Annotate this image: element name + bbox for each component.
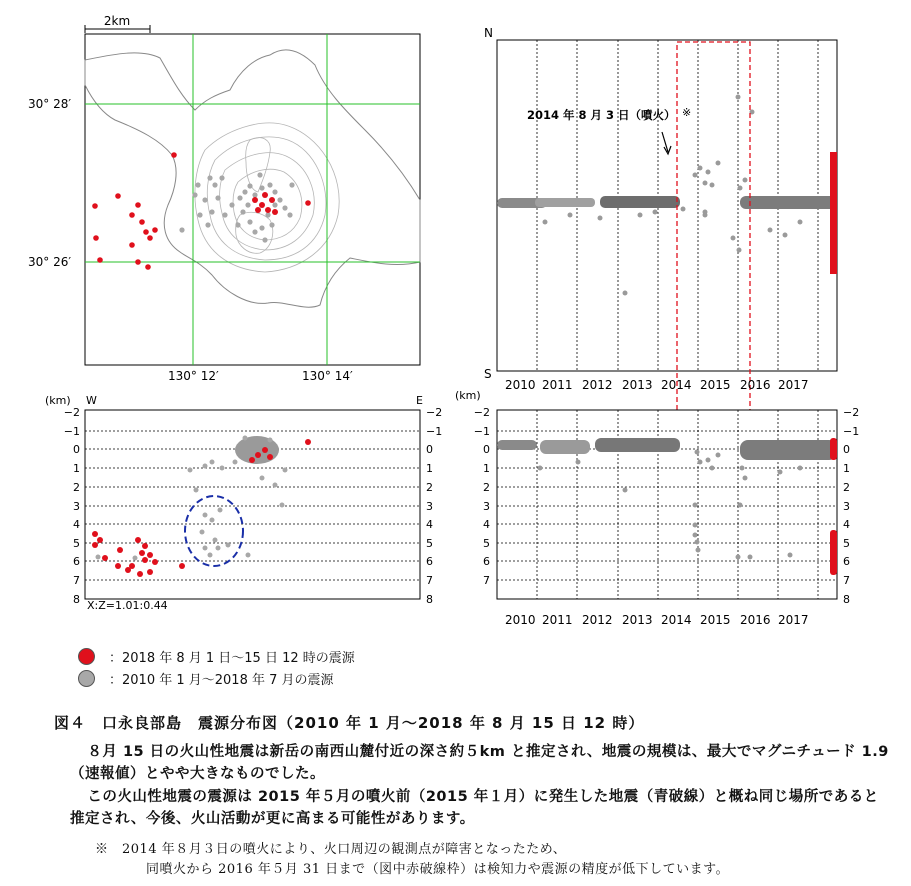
lat-label-28: 30° 28′ bbox=[28, 97, 72, 111]
ns-s-label: S bbox=[484, 367, 492, 381]
svg-text:2016: 2016 bbox=[740, 613, 771, 627]
svg-text:2012: 2012 bbox=[582, 613, 613, 627]
lat-label-26: 30° 26′ bbox=[28, 255, 72, 269]
depth-year-labels bbox=[505, 613, 809, 627]
svg-text:2014: 2014 bbox=[661, 613, 692, 627]
svg-text:7: 7 bbox=[843, 574, 850, 587]
svg-text:1: 1 bbox=[843, 462, 850, 475]
svg-text:5: 5 bbox=[426, 537, 433, 550]
svg-text:6: 6 bbox=[483, 555, 490, 568]
legend-gray bbox=[78, 669, 334, 688]
svg-text:−2: −2 bbox=[843, 406, 860, 419]
svg-text:1: 1 bbox=[73, 462, 80, 475]
svg-text:3: 3 bbox=[426, 500, 433, 513]
eruption-note-mark: ※ bbox=[682, 106, 692, 119]
legend-red-label: ：2018 年 8 月 1 日～15 日 12 時の震源 bbox=[109, 651, 355, 666]
svg-text:2013: 2013 bbox=[622, 613, 653, 627]
we-depth-ticks-left bbox=[64, 406, 80, 606]
svg-text:2: 2 bbox=[426, 481, 433, 494]
note-line-2: 同噴火から 2016 年５月 31 日まで（図中赤破線枠）は検知力や震源の精度が低下しています。 bbox=[146, 862, 730, 877]
svg-text:−2: −2 bbox=[426, 406, 443, 419]
svg-text:4: 4 bbox=[843, 518, 850, 531]
svg-text:6: 6 bbox=[73, 555, 80, 568]
depth-ticks-left bbox=[474, 406, 490, 587]
svg-text:1: 1 bbox=[483, 462, 490, 475]
ns-n-label: N bbox=[484, 26, 493, 40]
svg-text:2: 2 bbox=[73, 481, 80, 494]
svg-text:7: 7 bbox=[426, 574, 433, 587]
note-line-1: ※ 2014 年８月３日の噴火により、火口周辺の観測点が障害となったため、 bbox=[95, 842, 567, 857]
we-e-label: E bbox=[416, 394, 423, 407]
svg-text:3: 3 bbox=[483, 500, 490, 513]
legend-gray-label: ：2010 年 1 月～2018 年 7 月の震源 bbox=[109, 673, 334, 688]
svg-text:2: 2 bbox=[843, 481, 850, 494]
svg-text:0: 0 bbox=[843, 443, 850, 456]
red-dot-icon bbox=[78, 648, 95, 665]
svg-text:2011: 2011 bbox=[542, 613, 573, 627]
svg-text:6: 6 bbox=[426, 555, 433, 568]
we-km-label: (km) bbox=[45, 394, 71, 407]
svg-text:−1: −1 bbox=[843, 425, 860, 438]
map-scale-bar bbox=[85, 14, 150, 33]
svg-text:7: 7 bbox=[73, 574, 80, 587]
figure-caption: 図４ 口永良部島 震源分布図（2010 年 1 月～2018 年 8 月 15 日 12 時） bbox=[54, 714, 645, 732]
we-depth-ticks-right bbox=[426, 406, 442, 606]
svg-text:2014: 2014 bbox=[661, 378, 692, 392]
we-cross-section bbox=[85, 410, 420, 599]
map-scale-label: 2km bbox=[103, 14, 131, 28]
eruption-annotation: 2014 年 8 月 3 日（噴火） bbox=[527, 108, 676, 122]
svg-text:8: 8 bbox=[426, 593, 433, 606]
svg-text:5: 5 bbox=[73, 537, 80, 550]
svg-text:−2: −2 bbox=[473, 406, 490, 419]
svg-text:1: 1 bbox=[426, 462, 433, 475]
lon-label-12: 130° 12′ bbox=[168, 369, 219, 383]
svg-text:5: 5 bbox=[483, 537, 490, 550]
svg-text:0: 0 bbox=[73, 443, 80, 456]
paragraph-1: ８月 15 日の火山性地震は新岳の南西山麓付近の深さ約５km と推定され、地震の規模は、最大でマグニチュード 1.9（速報値）とやや大きなものでした。 bbox=[70, 744, 889, 782]
we-ratio-label: X:Z=1.01:0.44 bbox=[87, 599, 168, 612]
svg-text:−1: −1 bbox=[473, 425, 490, 438]
epicenter-map bbox=[85, 34, 420, 365]
svg-text:2015: 2015 bbox=[700, 613, 731, 627]
svg-text:4: 4 bbox=[483, 518, 490, 531]
svg-text:2012: 2012 bbox=[582, 378, 613, 392]
svg-text:8: 8 bbox=[843, 593, 850, 606]
svg-text:−1: −1 bbox=[426, 425, 443, 438]
we-w-label: W bbox=[86, 394, 97, 407]
svg-text:2017: 2017 bbox=[778, 613, 809, 627]
svg-text:2013: 2013 bbox=[622, 378, 653, 392]
svg-text:2011: 2011 bbox=[542, 378, 573, 392]
svg-text:4: 4 bbox=[73, 518, 80, 531]
lon-label-14: 130° 14′ bbox=[302, 369, 353, 383]
svg-text:0: 0 bbox=[426, 443, 433, 456]
svg-text:2016: 2016 bbox=[740, 378, 771, 392]
svg-text:2010: 2010 bbox=[505, 613, 536, 627]
svg-text:2010: 2010 bbox=[505, 378, 536, 392]
svg-text:8: 8 bbox=[73, 593, 80, 606]
ns-year-labels bbox=[505, 378, 809, 392]
legend-red bbox=[78, 647, 355, 666]
paragraph-2: この火山性地震の震源は 2015 年５月の噴火前（2015 年１月）に発生した地震（青破線）と概ね同じ場所であると推定され、今後、火山活動が更に高まる可能性があります。 bbox=[70, 789, 879, 827]
svg-text:6: 6 bbox=[843, 555, 850, 568]
svg-text:4: 4 bbox=[426, 518, 433, 531]
svg-text:3: 3 bbox=[843, 500, 850, 513]
svg-text:−2: −2 bbox=[63, 406, 80, 419]
depth-time-chart bbox=[497, 410, 837, 599]
ns-red-points bbox=[830, 152, 837, 274]
svg-text:0: 0 bbox=[483, 443, 490, 456]
svg-text:7: 7 bbox=[483, 574, 490, 587]
svg-text:−1: −1 bbox=[63, 425, 80, 438]
gray-dot-icon bbox=[78, 670, 95, 687]
svg-text:3: 3 bbox=[73, 500, 80, 513]
depth-km-label: (km) bbox=[455, 389, 481, 402]
svg-text:2015: 2015 bbox=[700, 378, 731, 392]
depth-ticks-right bbox=[843, 406, 859, 606]
svg-text:2017: 2017 bbox=[778, 378, 809, 392]
svg-text:2: 2 bbox=[483, 481, 490, 494]
svg-text:5: 5 bbox=[843, 537, 850, 550]
